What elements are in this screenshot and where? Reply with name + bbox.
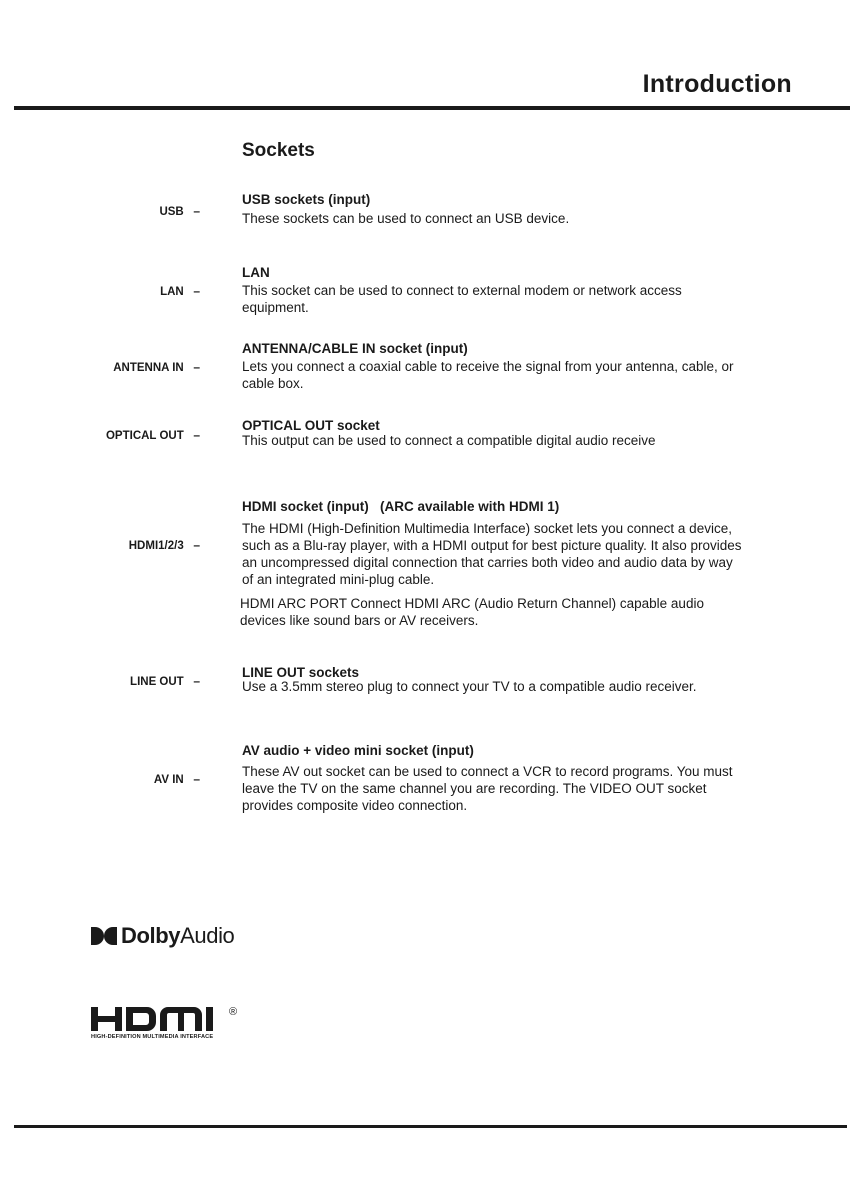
dolby-double-d-icon <box>91 927 117 945</box>
socket-label-line-out: LINE OUT – <box>130 674 200 688</box>
lan-heading: LAN <box>242 265 270 280</box>
hdmi-heading: HDMI socket (input) (ARC available with HDMI 1) <box>242 499 560 514</box>
dolby-wordmark: DolbyAudio <box>121 923 235 948</box>
hdmi-tagline: HIGH-DEFINITION MULTIMEDIA INTERFACE <box>91 1034 214 1040</box>
line-out-description: Use a 3.5mm stereo plug to connect your TV to a compatible audio receiver. <box>242 679 697 694</box>
socket-label-lan: LAN – <box>160 284 200 298</box>
hdmi-arc-note: HDMI ARC PORT Connect HDMI ARC (Audio Return Channel) capable audio devices like sound bars or AV receivers. <box>240 596 704 628</box>
hdmi-logo <box>91 1006 241 1049</box>
optical-heading: OPTICAL OUT socket <box>242 418 380 433</box>
hdmi-description: The HDMI (High-Definition Multimedia Interface) socket lets you connect a device, such as a Blu-ray player, with a HDMI output for best picture quality. It also provides an uncompressed digital connection that carries both video and audio data by way of an integrated mini-plug cable. <box>242 521 742 587</box>
dolby-audio-logo <box>91 923 234 949</box>
socket-label-optical-out: OPTICAL OUT – <box>105 428 200 442</box>
footer-divider <box>14 1125 847 1128</box>
socket-label-av-in: AV IN – <box>153 772 200 786</box>
lan-description: This socket can be used to connect to external modem or network access equipment. <box>242 283 682 315</box>
page-title: Introduction <box>642 70 792 98</box>
header-divider <box>14 106 850 110</box>
optical-description: This output can be used to connect a compatible digital audio receive <box>242 433 656 448</box>
av-in-heading: AV audio + video mini socket (input) <box>242 743 474 758</box>
registered-mark: ® <box>229 1006 238 1018</box>
socket-label-usb: USB – <box>159 204 200 218</box>
usb-heading: USB sockets (input) <box>242 192 371 207</box>
section-title: Sockets <box>242 140 315 161</box>
socket-label-hdmi: HDMI1/2/3 – <box>128 538 200 552</box>
av-in-description: These AV out socket can be used to connect a VCR to record programs. You must leave the TV on the same channel you are recording. The VIDEO OUT socket provides composite video connection. <box>242 764 733 813</box>
socket-label-antenna-in: ANTENNA IN – <box>113 360 200 374</box>
antenna-heading: ANTENNA/CABLE IN socket (input) <box>242 341 468 356</box>
antenna-description: Lets you connect a coaxial cable to receive the signal from your antenna, cable, or cable box. <box>242 359 734 391</box>
usb-description: These sockets can be used to connect an USB device. <box>242 211 570 226</box>
line-out-heading: LINE OUT sockets <box>242 665 360 680</box>
